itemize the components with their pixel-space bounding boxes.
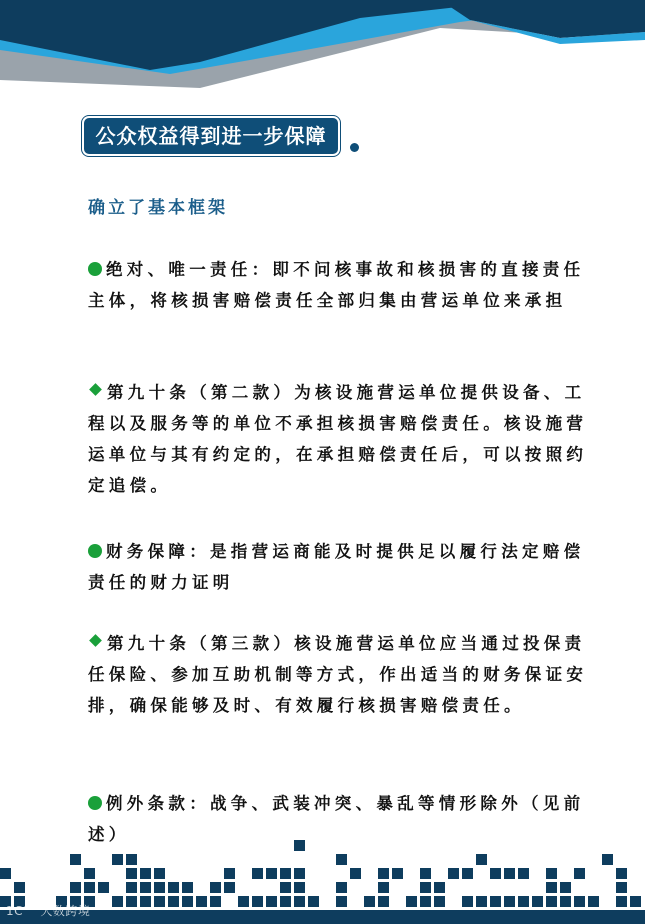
pixel-block — [546, 868, 557, 879]
pixel-block — [490, 896, 501, 907]
pixel-block — [168, 896, 179, 907]
top-banner-decoration — [0, 0, 645, 90]
diamond-bullet-icon — [89, 383, 102, 396]
pixel-block — [168, 882, 179, 893]
section-subtitle: 确立了基本框架 — [88, 198, 228, 218]
section-text: 第九十条（第三款）核设施营运单位应当通过投保责任保险、参加互助机制等方式，作出适当的财务保证安排，确保能够及时、有效履行核损害赔偿责任。 — [88, 634, 588, 715]
title-dot-decoration — [350, 143, 359, 152]
pixel-block — [420, 896, 431, 907]
pixel-block — [126, 882, 137, 893]
pixel-block — [224, 882, 235, 893]
pixel-block — [182, 882, 193, 893]
pixel-block — [546, 896, 557, 907]
pixel-block — [154, 882, 165, 893]
pixel-block — [420, 868, 431, 879]
pixel-block — [154, 868, 165, 879]
pixel-block — [140, 868, 151, 879]
pixel-block — [462, 868, 473, 879]
pixel-block — [462, 896, 473, 907]
pixel-block — [84, 882, 95, 893]
pixel-block — [238, 896, 249, 907]
circle-bullet-icon — [88, 796, 102, 810]
pixel-block — [84, 868, 95, 879]
section-text: 财务保障：是指营运商能及时提供足以履行法定赔偿责任的财力证明 — [88, 542, 585, 592]
pixel-block — [350, 868, 361, 879]
pixel-block — [112, 854, 123, 865]
pixel-block — [280, 882, 291, 893]
pixel-block — [434, 882, 445, 893]
pixel-block — [294, 882, 305, 893]
pixel-block — [252, 896, 263, 907]
pixel-block — [0, 868, 11, 879]
pixel-block — [546, 882, 557, 893]
pixel-block — [294, 840, 305, 851]
pixel-block — [266, 868, 277, 879]
pixel-block — [140, 896, 151, 907]
section-absolute-liability — [88, 254, 588, 316]
pixel-block — [392, 868, 403, 879]
watermark-text: 1C°° 大数跨境 — [6, 904, 91, 918]
pixel-block — [14, 882, 25, 893]
pixel-block — [602, 854, 613, 865]
pixel-block — [336, 882, 347, 893]
pixel-block — [336, 896, 347, 907]
section-article-90-clause-3 — [88, 628, 588, 721]
pixel-block — [266, 896, 277, 907]
pixel-block — [574, 868, 585, 879]
pixel-block — [504, 868, 515, 879]
banner-right-dark-shape — [440, 0, 645, 38]
pixel-block — [308, 896, 319, 907]
pixel-block — [560, 896, 571, 907]
pixel-block — [378, 868, 389, 879]
pixel-block — [448, 868, 459, 879]
pixel-block — [616, 896, 627, 907]
pixel-block — [518, 868, 529, 879]
section-text: 绝对、唯一责任：即不问核事故和核损害的直接责任主体，将核损害赔偿责任全部归集由营运单位来承担 — [88, 260, 585, 310]
pixel-block — [434, 896, 445, 907]
pixel-block — [532, 896, 543, 907]
pixel-block — [420, 882, 431, 893]
pixel-block — [336, 854, 347, 865]
page-title: 公众权益得到进一步保障 — [84, 118, 338, 154]
pixel-block — [560, 882, 571, 893]
pixel-block — [112, 896, 123, 907]
pixel-block — [616, 882, 627, 893]
pixel-block — [518, 896, 529, 907]
circle-bullet-icon — [88, 544, 102, 558]
pixel-block — [126, 854, 137, 865]
pixel-block — [378, 882, 389, 893]
pixel-block — [378, 896, 389, 907]
pixel-block — [210, 882, 221, 893]
section-financial-guarantee — [88, 536, 588, 598]
pixel-block — [70, 882, 81, 893]
pixel-block — [406, 896, 417, 907]
bottom-pixel-pattern-decoration — [0, 840, 645, 924]
pixel-block — [476, 896, 487, 907]
pixel-block — [630, 896, 641, 907]
diamond-bullet-icon — [89, 634, 102, 647]
pixel-block — [210, 896, 221, 907]
pixel-block — [294, 896, 305, 907]
pixel-block — [504, 896, 515, 907]
pixel-block — [224, 868, 235, 879]
pixel-block — [588, 896, 599, 907]
pixel-block — [70, 854, 81, 865]
pixel-block — [196, 896, 207, 907]
pixel-block — [182, 896, 193, 907]
pixel-block — [476, 854, 487, 865]
pixel-block — [126, 896, 137, 907]
bottom-solid-band — [0, 910, 645, 924]
section-article-90-clause-2 — [88, 377, 588, 501]
pixel-block — [252, 868, 263, 879]
pixel-block — [140, 882, 151, 893]
pixel-block — [490, 868, 501, 879]
pixel-block — [154, 896, 165, 907]
section-text: 第九十条（第二款）为核设施营运单位提供设备、工程以及服务等的单位不承担核损害赔偿责任。核设施营运单位与其有约定的，在承担赔偿责任后，可以按照约定追偿。 — [88, 383, 588, 495]
pixel-block — [364, 896, 375, 907]
circle-bullet-icon — [88, 262, 102, 276]
pixel-block — [294, 868, 305, 879]
pixel-block — [98, 882, 109, 893]
pixel-block — [616, 868, 627, 879]
section-text: 例外条款：战争、武装冲突、暴乱等情形除外（见前述） — [88, 794, 585, 844]
pixel-block — [280, 868, 291, 879]
pixel-block — [280, 896, 291, 907]
pixel-block — [126, 868, 137, 879]
pixel-block — [574, 896, 585, 907]
